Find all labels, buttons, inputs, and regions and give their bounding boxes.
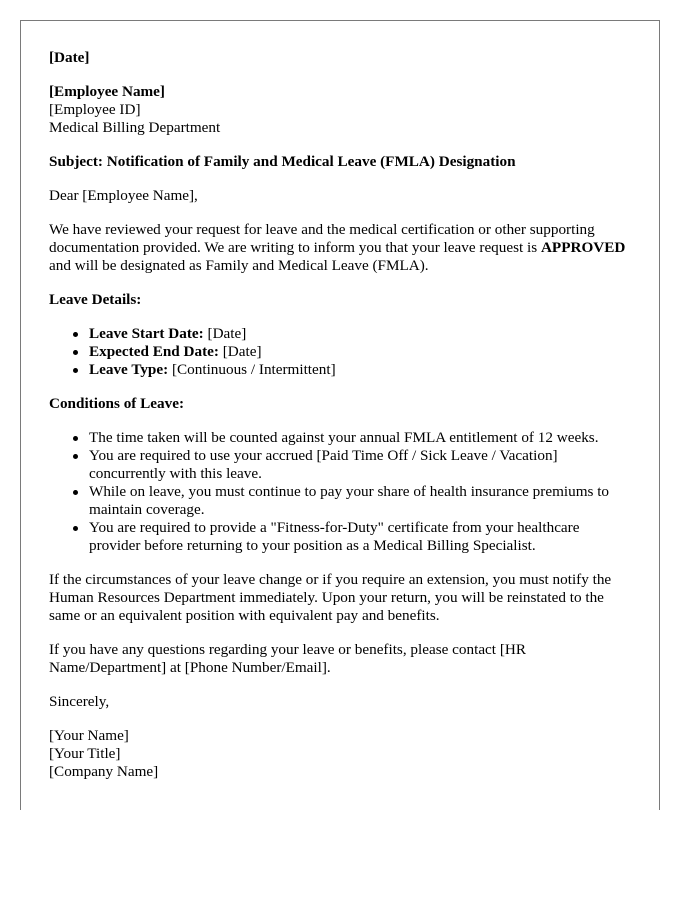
letter-date: [Date] xyxy=(49,49,90,66)
recipient-name: [Employee Name] xyxy=(49,83,165,100)
conditions-list xyxy=(49,429,631,555)
change-paragraph: If the circumstances of your leave change or if you require an extension, you must notify the Human Resources Department immediately. Upon your return, you will be reinstated to the same or an equivalent position with equivalent pay and benefits. xyxy=(49,571,612,624)
letter-closing: Sincerely, xyxy=(49,693,110,710)
list-item: While on leave, you must continue to pay your share of health insurance premiums to maintain coverage. xyxy=(89,483,631,519)
intro-text-part1: We have reviewed your request for leave and the medical certification or other supporting documentation provided. We are writing to inform you that your leave request is xyxy=(49,221,595,256)
leave-start-value: [Date] xyxy=(203,325,247,342)
leave-type-label: Leave Type: xyxy=(89,361,169,378)
questions-paragraph: If you have any questions regarding your leave or benefits, please contact [HR Name/Department] at [Phone Number/Email]. xyxy=(49,641,526,676)
intro-paragraph xyxy=(49,221,631,275)
leave-start-label: Leave Start Date: xyxy=(89,325,204,342)
letter-subject: Subject: Notification of Family and Medical Leave (FMLA) Designation xyxy=(49,153,516,170)
intro-text-part2: and will be designated as Family and Medical Leave (FMLA). xyxy=(49,257,429,274)
conditions-heading: Conditions of Leave: xyxy=(49,395,185,412)
list-item: You are required to use your accrued [Paid Time Off / Sick Leave / Vacation] concurrently with this leave. xyxy=(89,447,631,483)
recipient-block xyxy=(49,83,631,137)
signature-block xyxy=(49,727,631,781)
list-item xyxy=(89,361,631,379)
leave-end-label: Expected End Date: xyxy=(89,343,219,360)
list-item: You are required to provide a "Fitness-for-Duty" certificate from your healthcare provider before returning to your position as a Medical Billing Specialist. xyxy=(89,519,631,555)
list-item xyxy=(89,343,631,361)
approved-highlight: APPROVED xyxy=(540,239,626,256)
leave-end-value: [Date] xyxy=(218,343,262,360)
recipient-department: Medical Billing Department xyxy=(49,119,221,136)
list-item: The time taken will be counted against your annual FMLA entitlement of 12 weeks. xyxy=(89,429,631,447)
signature-company: [Company Name] xyxy=(49,763,159,780)
letter-salutation: Dear [Employee Name], xyxy=(49,187,198,204)
recipient-id: [Employee ID] xyxy=(49,101,141,118)
list-item xyxy=(89,325,631,343)
signature-name: [Your Name] xyxy=(49,727,129,744)
leave-type-value: [Continuous / Intermittent] xyxy=(168,361,336,378)
leave-details-list xyxy=(49,325,631,379)
leave-details-heading: Leave Details: xyxy=(49,291,142,308)
signature-title: [Your Title] xyxy=(49,745,121,762)
letter-page xyxy=(20,20,660,810)
